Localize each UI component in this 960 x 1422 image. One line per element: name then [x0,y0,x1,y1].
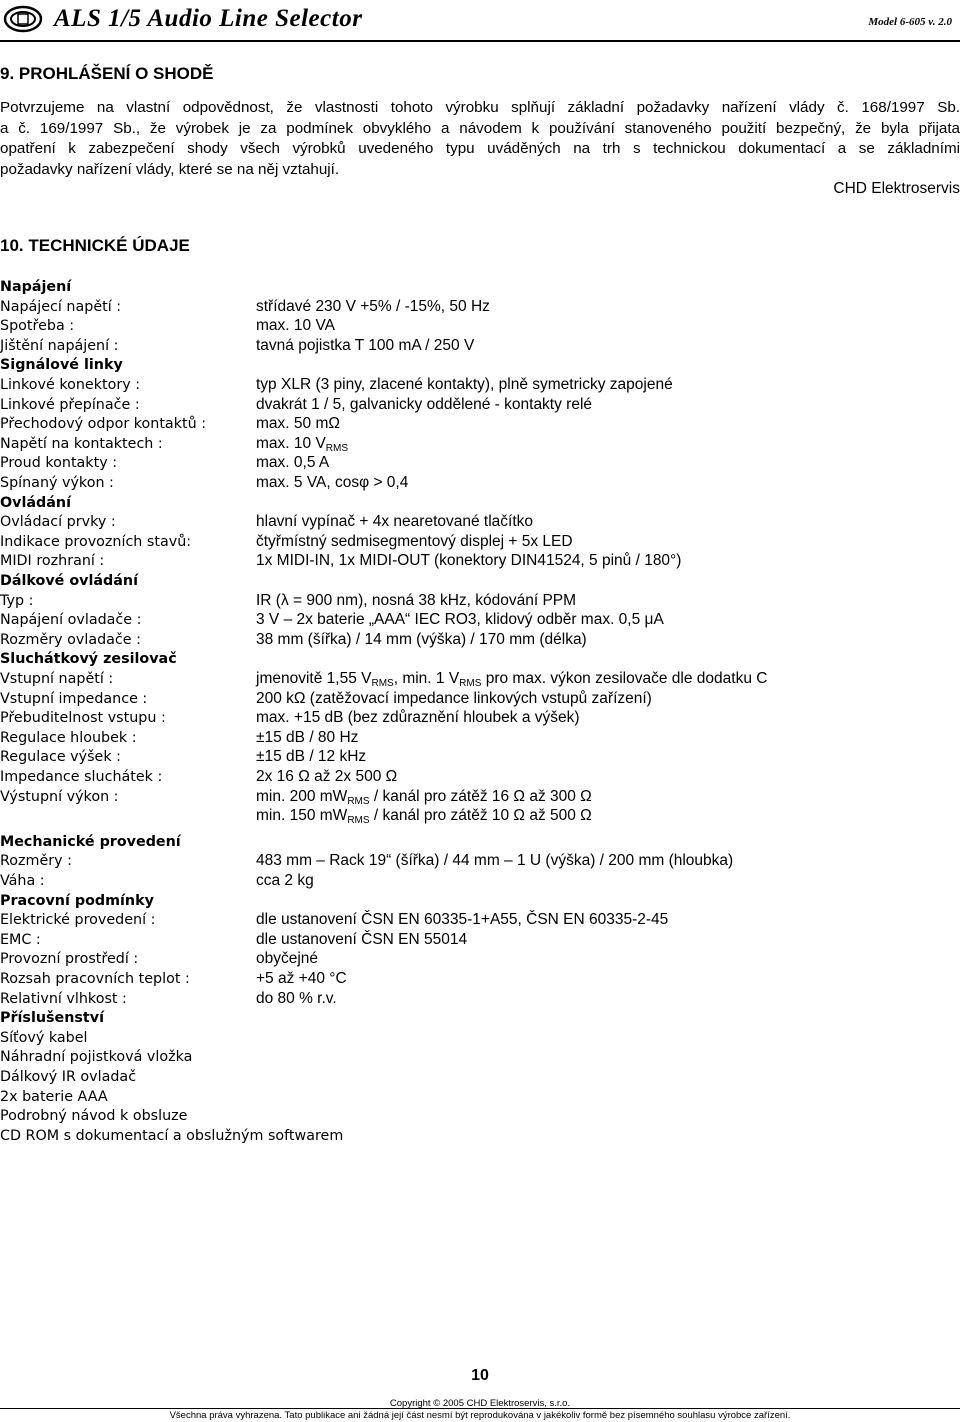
spec-value: max. +15 dB (bez zdůraznění hloubek a výšek) [256,709,580,727]
page-number: 10 [471,1367,489,1384]
spec-value: ±15 dB / 80 Hz [256,728,359,746]
spec-label: Napájecí napětí : [0,298,122,315]
spec-value: dle ustanovení ČSN EN 60335-1+A55, ČSN EN 60335-2-45 [256,911,669,929]
spec-label: Vstupní impedance : [0,690,148,707]
spec-value: hlavní vypínač + 4x nearetované tlačítko [256,513,534,531]
spec-label: Indikace provozních stavů: [0,533,192,550]
spec-value: dle ustanovení ČSN EN 55014 [256,930,468,948]
spec-value: 3 V – 2x baterie „AAA“ IEC RO3, klidový odběr max. 0,5 μA [256,611,664,629]
spec-value: max. 10 VA [256,317,335,335]
model-version: Model 6-605 v. 2.0 [868,16,952,28]
spec-label: Proud kontakty : [0,455,118,472]
spec-label: Náhradní pojistková vložka [0,1049,193,1066]
spec-value: čtyřmístný sedmisegmentový displej + 5x LED [256,532,573,550]
spec-label: CD ROM s dokumentací a obslužným softwarem [0,1127,344,1144]
conformity-line-3: opatření k zabezpečení shody všech výrobků uvedeného typu uváděných na trh s technickou dokumentací a se základními [0,140,960,157]
spec-value: střídavé 230 V +5% / -15%, 50 Hz [256,297,490,315]
header-divider [0,40,960,42]
spec-section-title: Ovládání [0,494,71,511]
spec-value: IR (λ = 900 nm), nosná 38 kHz, kódování PPM [256,591,577,609]
spec-label: Napětí na kontaktech : [0,435,163,452]
spec-label: EMC : [0,931,41,948]
spec-label: Rozsah pracovních teplot : [0,971,190,987]
spec-label: Spínaný výkon : [0,475,114,491]
spec-label: Váha : [0,873,45,889]
spec-label: Spotřeba : [0,318,75,335]
spec-value: max. 0,5 A [256,454,330,472]
spec-label: Linkové konektory : [0,377,141,393]
spec-label: Impedance sluchátek : [0,769,163,785]
spec-label: Jištění napájení : [0,337,119,354]
spec-label: 2x baterie AAA [0,1088,108,1105]
spec-value: max. 5 VA, cosφ > 0,4 [256,474,409,491]
spec-value: +5 až +40 °C [256,970,347,987]
spec-value: do 80 % r.v. [256,989,337,1007]
rights-notice: Všechna práva vyhrazena. Tato publikace ani žádná její část nesmí být reprodukována v jakékoliv formě bez písemného souhlasu výrobce zařízení. [169,1410,791,1421]
spec-value: tavná pojistka T 100 mA / 250 V [256,336,475,354]
signature: CHD Elektroservis [833,180,960,197]
footer-divider [0,1408,960,1409]
spec-value: 1x MIDI-IN, 1x MIDI-OUT (konektory DIN41524, 5 pinů / 180°) [256,552,682,570]
spec-label: Síťový kabel [0,1029,88,1046]
spec-section-title: Napájení [0,279,72,295]
spec-section-title: Pracovní podmínky [0,892,154,909]
spec-label: Regulace výšek : [0,749,121,766]
spec-value: 2x 16 Ω až 2x 500 Ω [256,768,398,785]
spec-section-title: Sluchátkový zesilovač [0,651,177,668]
spec-label: Výstupní výkon : [0,788,119,805]
spec-label: Linkové přepínače : [0,396,140,413]
spec-label: Podrobný návod k obsluze [0,1108,188,1125]
spec-section-title: Dálkové ovládání [0,573,139,589]
section-10-heading: 10. TECHNICKÉ ÚDAJE [0,236,190,255]
spec-value: 38 mm (šířka) / 14 mm (výška) / 170 mm (délka) [256,630,587,648]
spec-label: Provozní prostředí : [0,951,139,968]
spec-label: Napájení ovladače : [0,612,142,629]
conformity-line-1: Potvrzujeme na vlastní odpovědnost, že vlastnosti tohoto výrobku splňují základní požadavky nařízení vlády č. 168/1997 Sb. [0,99,960,116]
document-title: ALS 1/5 Audio Line Selector [54,5,363,32]
spec-value: ±15 dB / 12 kHz [256,748,367,766]
spec-value: max. 50 mΩ [256,415,340,433]
spec-section-title: Příslušenství [0,1010,104,1027]
spec-section-title: Signálové linky [0,357,123,374]
spec-value: obyčejné [256,950,319,968]
spec-label: Přechodový odpor kontaktů : [0,416,207,433]
spec-label: MIDI rozhraní : [0,553,105,570]
spec-label: Dálkový IR ovladač [0,1069,137,1085]
spec-label: Elektrické provedení : [0,912,156,929]
spec-section-title: Mechanické provedení [0,833,181,850]
spec-value: cca 2 kg [256,872,314,889]
spec-label: Regulace hloubek : [0,729,137,746]
spec-value: jmenovitě 1,55 $V_{RMS}$, min. 1 $V_{RMS}$ pro max. výkon zesilovače dle dodatku C [256,670,768,689]
conformity-line-2: a č. 169/1997 Sb., že výrobek je za podmínek obvyklého a návodem k používání stanoveného použití bezpečný, že byla přijata [0,119,960,137]
copyright: Copyright © 2005 CHD Elektroservis, s.r.o. [389,1398,571,1409]
section-9-heading: 9. PROHLÁŠENÍ O SHODĚ [0,64,214,83]
spec-value: min. 150 $mW_{RMS}$ / kanál pro zátěž 10 Ω až 500 Ω [256,807,592,827]
conformity-line-4: požadavky nařízení vlády, které se na něj vztahují. [0,160,340,178]
page-header [0,0,960,40]
spec-label: Typ : [0,592,34,609]
spec-value: 483 mm – Rack 19“ (šířka) / 44 mm – 1 U (výška) / 200 mm (hloubka) [256,852,734,870]
spec-value: dvakrát 1 / 5, galvanicky oddělené - kontakty relé [256,395,593,413]
spec-value: max. 10 $V_{RMS}$ [256,434,349,454]
spec-value: typ XLR (3 piny, zlacené kontakty), plně symetricky zapojené [256,376,673,393]
spec-label: Vstupní napětí : [0,671,114,687]
spec-value: 200 kΩ (zatěžovací impedance linkových vstupů zařízení) [256,689,652,707]
spec-label: Přebuditelnost vstupu : [0,710,166,727]
spec-label: Ovládací prvky : [0,514,116,531]
spec-label: Rozměry : [0,853,72,870]
chd-logo-icon [3,5,43,33]
spec-label: Relativní vlhkost : [0,990,127,1007]
spec-value: min. 200 $mW_{RMS}$ / kanál pro zátěž 16 Ω až 300 Ω [256,787,592,807]
spec-label: Rozměry ovladače : [0,631,141,648]
